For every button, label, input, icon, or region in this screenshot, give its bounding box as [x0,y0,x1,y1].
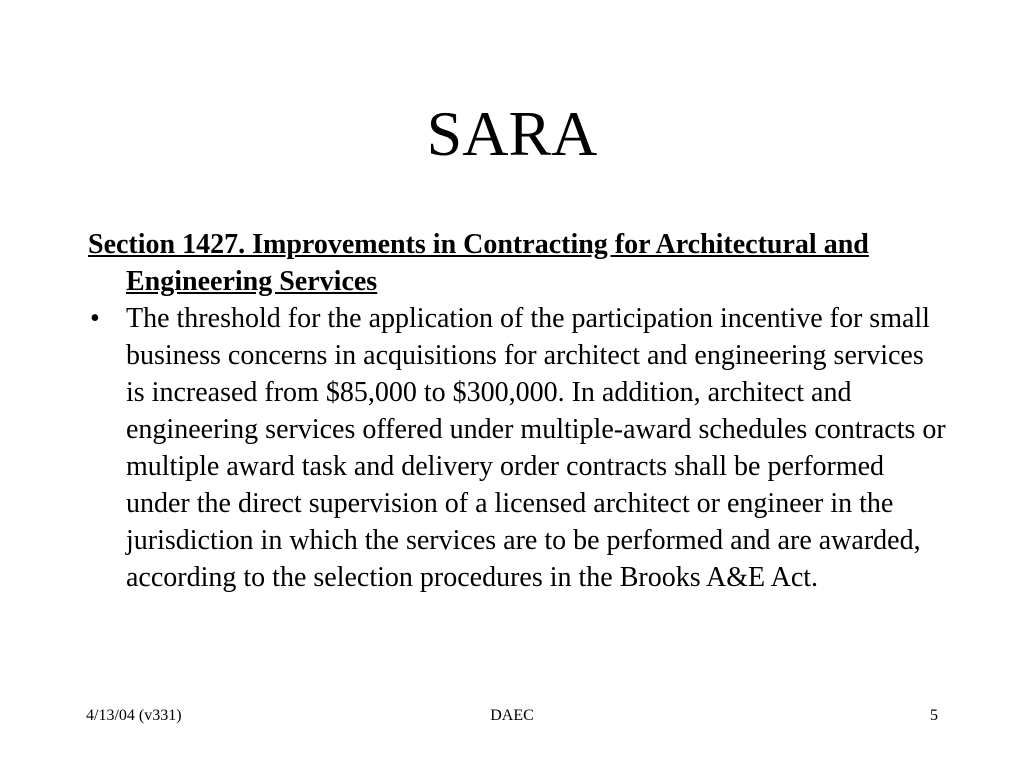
slide-body [88,226,948,596]
slide-title: SARA [426,98,598,169]
bullet-list [88,300,948,596]
footer-date: 4/13/04 (v331) [86,707,182,724]
footer-organization: DAEC [490,707,534,724]
section-heading: Section 1427. Improvements in Contracting for Architectural and Engineering Services [88,229,869,297]
bullet-item [88,300,948,596]
footer-page-number: 5 [930,707,938,724]
bullet-text: The threshold for the application of the participation incentive for small business concerns in acquisitions for architect and engineering services is increased from $85,000 to $300,000. In addition, architect and engineering services offered under multiple-award schedules contracts or multiple award task and delivery order contracts shall be performed under the direct supervision of a licensed architect or engineer in the jurisdiction in which the services are to be performed and are awarded, according to the selection procedures in the Brooks A&E Act. [126,303,946,593]
bullet-icon: • [90,303,100,334]
